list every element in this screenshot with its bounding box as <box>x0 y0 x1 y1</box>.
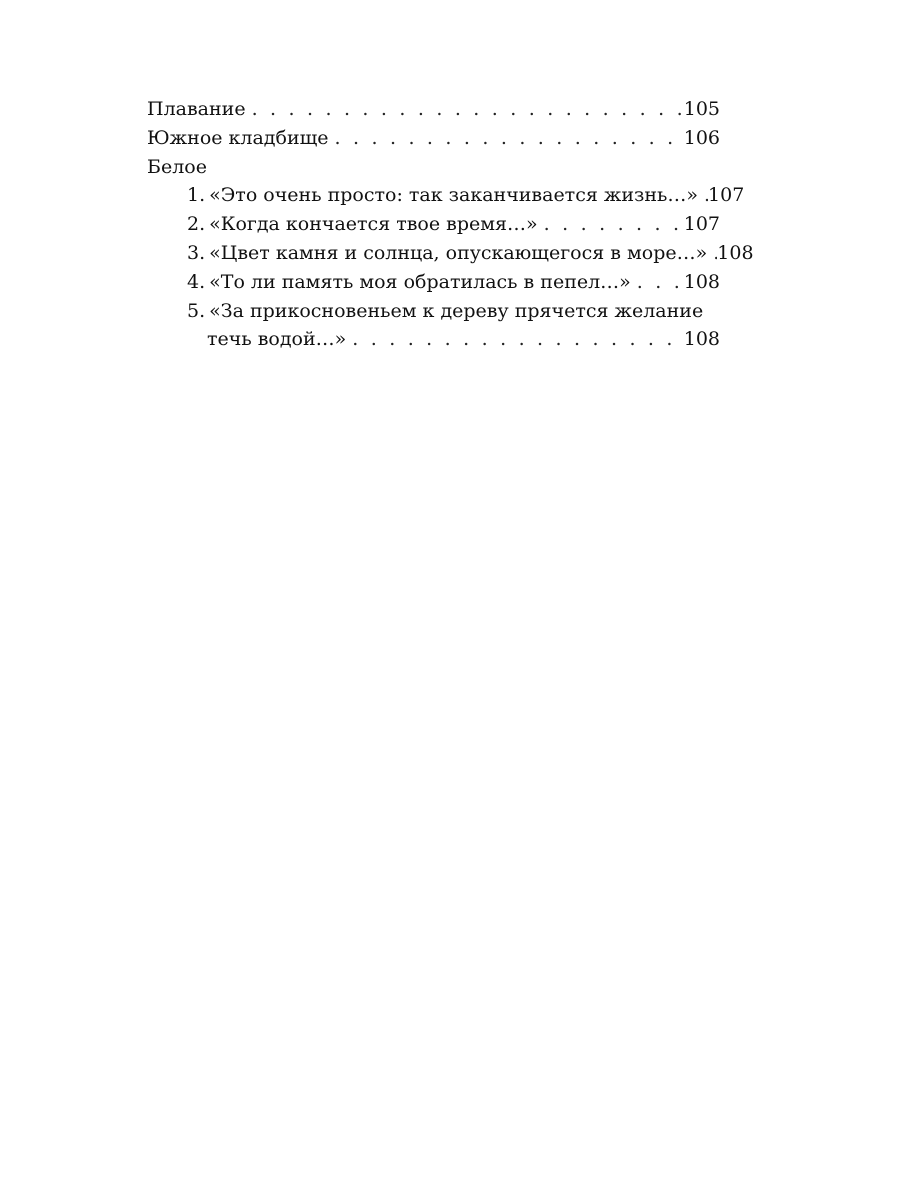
toc-page-number: 108 <box>683 328 720 351</box>
table-of-contents <box>147 95 754 354</box>
toc-subentry[interactable] <box>147 297 720 355</box>
toc-page-number: 107 <box>683 213 720 236</box>
toc-page-number: 107 <box>708 184 745 207</box>
toc-entry[interactable] <box>147 95 720 124</box>
toc-subentry[interactable] <box>147 210 720 239</box>
toc-entry-title: «Это очень просто: так заканчивается жизнь…» <box>209 184 699 207</box>
toc-page-number: 106 <box>683 126 720 149</box>
dot-leader <box>631 268 684 297</box>
toc-entry-title: «За прикосновеньем к дереву прячется желание <box>209 299 704 322</box>
toc-item-number: 5. <box>187 299 206 322</box>
toc-page-number: 108 <box>683 270 720 293</box>
toc-subentry[interactable] <box>147 239 754 268</box>
toc-item-number: 2. <box>187 213 206 236</box>
toc-entry-title-continued: течь водой…» <box>207 328 347 351</box>
dot-leader <box>698 181 708 210</box>
toc-entry-title: «Цвет камня и солнца, опускающегося в море…» <box>209 241 708 264</box>
dot-leader <box>329 124 684 153</box>
dot-leader <box>707 239 717 268</box>
dot-leader <box>538 210 684 239</box>
toc-entry-title: Плавание <box>147 98 246 120</box>
toc-page-number: 105 <box>683 98 720 120</box>
dot-leader <box>346 325 683 354</box>
toc-section-heading: Белое <box>147 155 207 178</box>
dot-leader <box>246 95 684 124</box>
toc-item-number: 1. <box>187 184 206 207</box>
toc-item-number: 3. <box>187 241 206 264</box>
toc-subentry[interactable] <box>147 181 745 210</box>
toc-subentry[interactable] <box>147 268 720 297</box>
toc-page-number: 108 <box>717 241 754 264</box>
toc-entry-continuation <box>187 325 720 354</box>
toc-entry-title: Южное кладбище <box>147 126 329 149</box>
toc-entry[interactable] <box>147 124 720 153</box>
toc-item-number: 4. <box>187 270 206 293</box>
toc-entry-first-line <box>187 297 720 326</box>
toc-entry-title: «То ли память моя обратилась в пепел…» <box>209 270 631 293</box>
toc-entry-title: «Когда кончается твое время…» <box>209 213 538 236</box>
